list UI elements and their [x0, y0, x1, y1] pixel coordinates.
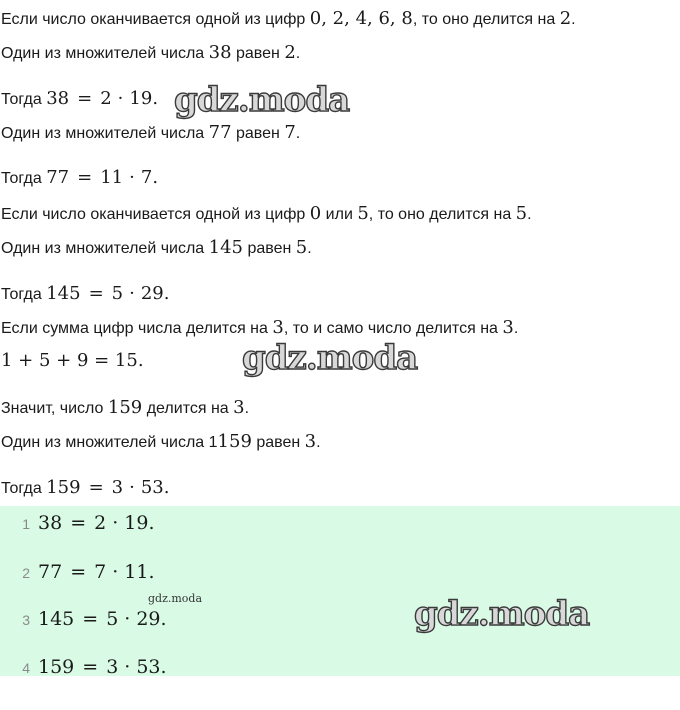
math: 7	[284, 122, 296, 143]
text: Тогда	[1, 480, 47, 497]
answer-row	[0, 654, 167, 680]
math: 2	[94, 512, 107, 534]
digit-sum-line	[1, 350, 144, 372]
factor-line-145	[1, 237, 312, 259]
answer-number: 1	[22, 516, 30, 532]
then-line-145	[1, 283, 170, 305]
math: 3	[233, 397, 245, 418]
text: .	[527, 206, 532, 223]
text: .	[295, 45, 301, 62]
multiply-sign: ·	[129, 167, 135, 188]
math: 2	[559, 8, 572, 29]
math: 2	[100, 88, 112, 109]
then-line-159	[1, 477, 170, 499]
math: 145	[208, 237, 244, 258]
math: 77	[38, 561, 63, 583]
text: Значит, число	[1, 400, 108, 417]
math: 29	[136, 608, 161, 630]
equals-sign: =	[70, 561, 87, 583]
math: 11	[100, 167, 124, 188]
text: .	[148, 561, 155, 583]
answer-block	[0, 506, 680, 676]
equals-sign: =	[77, 88, 93, 109]
math: 0, 2, 4, 6, 8	[309, 8, 413, 29]
text: Тогда	[1, 286, 47, 303]
watermark-logo: gdz.moda	[242, 338, 418, 378]
math: 3	[272, 317, 284, 338]
factor-line-38	[1, 42, 300, 64]
watermark-logo: gdz.moda	[174, 80, 350, 120]
text: Тогда	[1, 91, 47, 108]
text: .	[163, 477, 170, 498]
math: 11	[124, 561, 149, 583]
equals-sign: =	[82, 656, 99, 678]
text: , то оно делится на	[412, 11, 560, 28]
math: 5	[357, 203, 369, 224]
text: Если число оканчивается одной из цифр	[1, 206, 310, 223]
text: , то оно делится на	[368, 206, 516, 223]
text: .	[152, 88, 159, 109]
multiply-sign: ·	[129, 283, 135, 304]
math: 2	[284, 42, 296, 63]
math: 5	[515, 203, 528, 224]
math: 3	[304, 431, 317, 452]
text: Один из множителей числа	[1, 125, 209, 142]
answer-number: 2	[22, 565, 30, 581]
answer-number: 4	[22, 660, 30, 676]
math: 159	[38, 656, 75, 678]
multiply-sign: ·	[117, 88, 124, 109]
text: .	[307, 240, 312, 257]
math: 159	[46, 477, 81, 498]
text: .	[137, 350, 144, 371]
math: 145	[38, 608, 75, 630]
math: 5	[111, 283, 124, 304]
text: равен	[231, 45, 285, 62]
math: 19	[124, 512, 149, 534]
text: делится на	[142, 400, 234, 417]
watermark-small: gdz.moda	[148, 592, 203, 605]
math: 3	[111, 477, 124, 498]
divisible-line-159	[1, 397, 249, 419]
math: 77	[208, 122, 232, 143]
math: 38	[46, 88, 70, 109]
text: Если сумма цифр числа делится на	[1, 320, 273, 337]
math: 7	[140, 167, 153, 188]
equals-sign: =	[88, 283, 104, 304]
then-line-77	[1, 167, 158, 189]
text: Один из множителей числа 1	[1, 434, 218, 451]
math: 53	[140, 477, 164, 498]
multiply-sign: ·	[112, 512, 119, 534]
math: 159	[107, 397, 143, 418]
text: Один из множителей числа	[1, 240, 209, 257]
text: Если число оканчивается одной из цифр	[1, 11, 310, 28]
math: 3	[106, 656, 119, 678]
text: равен	[243, 240, 296, 257]
math: 3	[502, 317, 514, 338]
text: .	[316, 434, 321, 451]
text: .	[513, 320, 519, 337]
factor-line-159	[1, 431, 321, 453]
math: 145	[46, 283, 81, 304]
equals-sign: =	[88, 477, 104, 498]
math: 5	[106, 608, 119, 630]
math: 53	[136, 656, 161, 678]
math: 0	[309, 203, 322, 224]
multiply-sign: ·	[112, 561, 119, 583]
text: или	[321, 206, 358, 223]
text: равен	[251, 434, 305, 451]
multiply-sign: ·	[124, 608, 131, 630]
math: 29	[140, 283, 164, 304]
rule-div-5	[1, 203, 532, 225]
multiply-sign: ·	[124, 656, 131, 678]
text: .	[152, 167, 159, 188]
text: Тогда	[1, 170, 47, 187]
text: .	[160, 656, 167, 678]
answer-row	[0, 606, 167, 632]
text: .	[148, 512, 155, 534]
then-line-38	[1, 88, 158, 110]
answer-row	[0, 559, 154, 585]
math: 77	[46, 167, 70, 188]
answer-row	[0, 510, 154, 536]
math: 38	[208, 42, 232, 63]
math: 159	[217, 431, 252, 452]
text: .	[244, 400, 250, 417]
rule-div-2	[1, 8, 576, 30]
text: .	[295, 125, 301, 142]
math: 38	[38, 512, 63, 534]
text: .	[163, 283, 170, 304]
factor-line-77	[1, 122, 300, 144]
equals-sign: =	[77, 167, 93, 188]
answer-number: 3	[22, 612, 30, 628]
text: .	[160, 608, 167, 630]
multiply-sign: ·	[129, 477, 135, 498]
text: , то и само число делится на	[283, 320, 503, 337]
watermark-logo: gdz.moda	[414, 594, 590, 634]
math: 7	[94, 561, 107, 583]
equals-sign: =	[82, 608, 99, 630]
text: .	[571, 11, 576, 28]
equals-sign: =	[70, 512, 87, 534]
text: равен	[231, 125, 285, 142]
math: 5	[295, 237, 308, 258]
math: 1 + 5 + 9 = 15	[1, 350, 138, 371]
math: 19	[129, 88, 153, 109]
rule-div-3	[1, 317, 518, 339]
text: Один из множителей числа	[1, 45, 209, 62]
